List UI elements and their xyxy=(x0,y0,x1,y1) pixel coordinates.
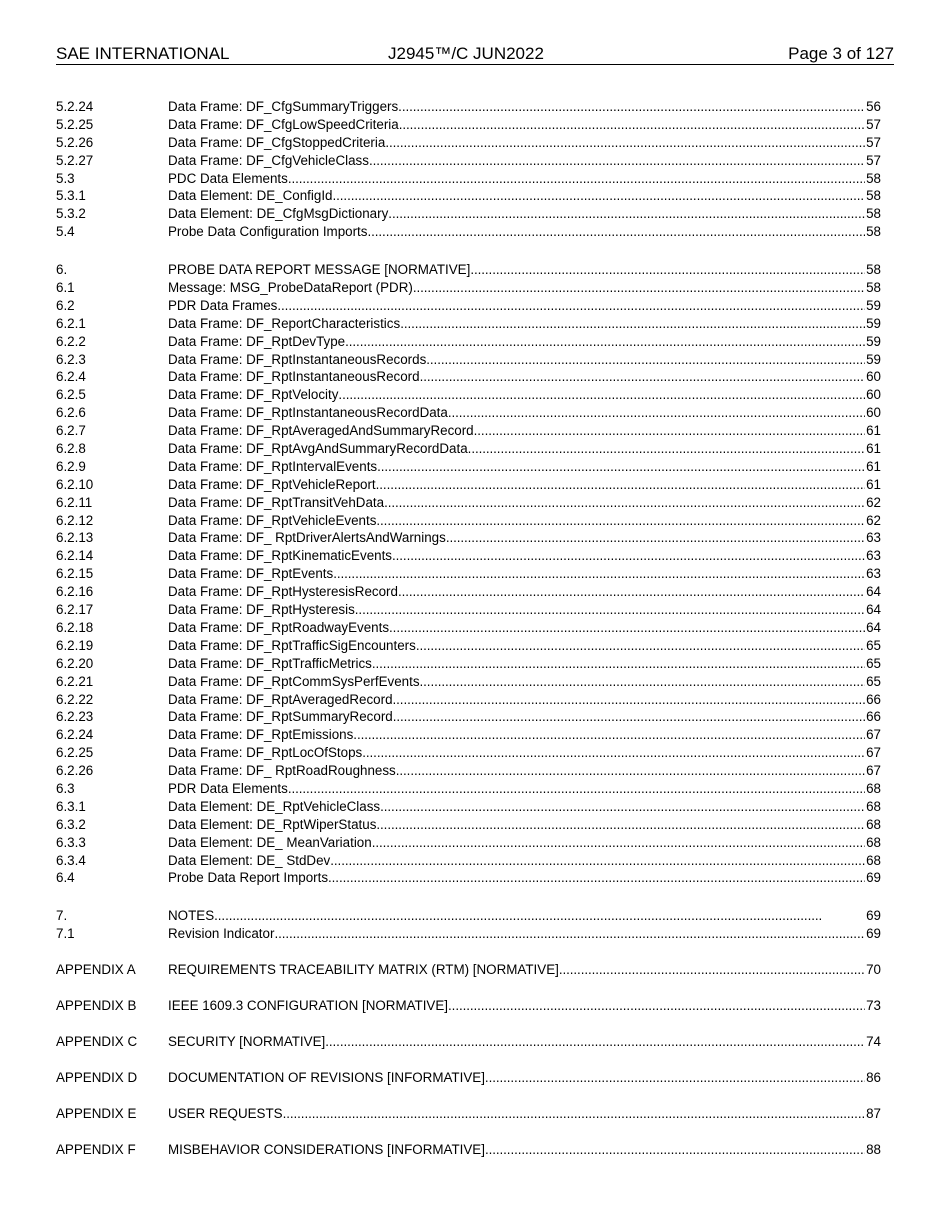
toc-entry-title: Data Frame: DF_ RptDriverAlertsAndWarnings xyxy=(168,530,446,546)
toc-dot-leader xyxy=(389,619,865,637)
header-org: SAE INTERNATIONAL xyxy=(56,44,230,63)
toc-dot-leader xyxy=(474,422,865,440)
toc-entry-page: 66 xyxy=(866,709,881,725)
toc-dot-leader xyxy=(325,1033,865,1051)
toc-entry[interactable] xyxy=(56,852,881,870)
toc-entry-page: 69 xyxy=(866,908,881,924)
toc-entry[interactable] xyxy=(56,655,881,673)
toc-entry-number: 5.3.2 xyxy=(56,206,86,222)
toc-entry-number: 7.1 xyxy=(56,926,75,942)
toc-dot-leader xyxy=(485,1141,865,1159)
toc-entry-title: Data Frame: DF_RptEvents xyxy=(168,566,334,582)
toc-entry-number: 6.2.5 xyxy=(56,387,86,403)
toc-entry-number: 6.2.4 xyxy=(56,369,86,385)
toc-entry[interactable] xyxy=(56,925,881,943)
toc-entry-title: Data Frame: DF_RptInstantaneousRecord xyxy=(168,369,420,385)
toc-entry[interactable] xyxy=(56,152,881,170)
toc-entry-number: 6.2.26 xyxy=(56,763,94,779)
toc-entry-title: Data Element: DE_ StdDev xyxy=(168,852,331,868)
toc-spacer xyxy=(56,1123,881,1141)
toc-entry-number: APPENDIX A xyxy=(56,962,136,978)
toc-spacer xyxy=(56,1015,881,1033)
toc-dot-leader xyxy=(288,170,865,188)
toc-entry[interactable] xyxy=(56,961,881,979)
toc-entry[interactable] xyxy=(56,170,881,188)
toc-entry-page: 57 xyxy=(866,152,881,168)
toc-entry-page: 58 xyxy=(866,170,881,186)
toc-entry-number: 5.3.1 xyxy=(56,188,86,204)
toc-entry[interactable] xyxy=(56,1069,881,1087)
toc-entry-title: Data Frame: DF_RptSummaryRecord xyxy=(168,709,393,725)
toc-entry[interactable] xyxy=(56,116,881,134)
toc-entry[interactable] xyxy=(56,601,881,619)
toc-entry-number: 6.2.19 xyxy=(56,637,94,653)
toc-entry-page: 66 xyxy=(866,691,881,707)
toc-entry-title: Probe Data Configuration Imports xyxy=(168,224,368,240)
toc-entry-page: 57 xyxy=(866,134,881,150)
toc-entry[interactable] xyxy=(56,351,881,369)
toc-spacer xyxy=(56,887,881,907)
toc-entry-title: Data Frame: DF_RptRoadwayEvents xyxy=(168,619,390,635)
toc-entry-title: Data Frame: DF_RptInstantaneousRecords xyxy=(168,351,427,367)
toc-entry-page: 65 xyxy=(866,673,881,689)
toc-entry[interactable] xyxy=(56,547,881,565)
toc-entry-title: MISBEHAVIOR CONSIDERATIONS [INFORMATIVE] xyxy=(168,1141,485,1157)
toc-dot-leader xyxy=(333,187,866,205)
toc-entry-number: 6.2.7 xyxy=(56,423,86,439)
toc-entry-number: 6.4 xyxy=(56,870,75,886)
toc-entry[interactable] xyxy=(56,98,881,116)
toc-entry-page: 61 xyxy=(866,423,881,439)
toc-dot-leader xyxy=(380,798,865,816)
toc-entry-title: Data Frame: DF_RptIntervalEvents xyxy=(168,458,378,474)
toc-entry-page: 58 xyxy=(866,262,881,278)
toc-entry-number: 5.3 xyxy=(56,170,75,186)
toc-entry[interactable] xyxy=(56,386,881,404)
header-doc-id: J2945™/C JUN2022 xyxy=(388,44,544,63)
toc-entry-number: 6.2.25 xyxy=(56,745,94,761)
toc-entry-number: APPENDIX F xyxy=(56,1141,136,1157)
toc-entry[interactable] xyxy=(56,834,881,852)
toc-entry-page: 59 xyxy=(866,333,881,349)
toc-entry-title: Message: MSG_ProbeDataReport (PDR) xyxy=(168,280,413,296)
toc-dot-leader xyxy=(393,691,866,709)
toc-entry-number: 6.2.8 xyxy=(56,441,86,457)
toc-dot-leader xyxy=(420,368,866,386)
toc-entry-page: 58 xyxy=(866,188,881,204)
toc-entry[interactable] xyxy=(56,744,881,762)
toc-dot-leader xyxy=(345,333,865,351)
toc-entry-page: 63 xyxy=(866,548,881,564)
toc-entry[interactable] xyxy=(56,1105,881,1123)
toc-entry-number: 6.2.17 xyxy=(56,602,94,618)
toc-entry-number: 6.2.3 xyxy=(56,351,86,367)
toc-entry-title: PDC Data Elements xyxy=(168,170,288,186)
toc-entry-page: 60 xyxy=(866,387,881,403)
toc-entry-title: SECURITY [NORMATIVE] xyxy=(168,1033,326,1049)
toc-entry-title: Data Frame: DF_RptVehicleEvents xyxy=(168,512,377,528)
toc-dot-leader xyxy=(392,547,865,565)
toc-entry-number: 5.2.27 xyxy=(56,152,94,168)
toc-entry-page: 86 xyxy=(866,1069,881,1085)
toc-entry-title: Data Frame: DF_RptTrafficMetrics xyxy=(168,655,372,671)
toc-entry-page: 58 xyxy=(866,280,881,296)
toc-entry[interactable] xyxy=(56,762,881,780)
toc-entry-page: 57 xyxy=(866,116,881,132)
toc-entry-title: Data Frame: DF_CfgSummaryTriggers xyxy=(168,99,399,114)
toc-entry-page: 88 xyxy=(866,1141,881,1157)
toc-entry-page: 63 xyxy=(866,566,881,582)
toc-entry-page: 68 xyxy=(866,816,881,832)
toc-entry-number: 6.2.12 xyxy=(56,512,94,528)
toc-entry-title: REQUIREMENTS TRACEABILITY MATRIX (RTM) [NORMATIVE] xyxy=(168,962,559,978)
toc-entry-title: Data Frame: DF_ RptRoadRoughness xyxy=(168,763,396,779)
toc-entry[interactable] xyxy=(56,205,881,223)
toc-entry[interactable] xyxy=(56,261,881,279)
toc-dot-leader xyxy=(283,1105,866,1123)
toc-entry[interactable] xyxy=(56,997,881,1015)
toc-entry-title: Data Frame: DF_RptHysteresisRecord xyxy=(168,584,398,600)
toc-entry-page: 67 xyxy=(866,763,881,779)
toc-spacer xyxy=(56,1087,881,1105)
toc-entry-title: Data Frame: DF_RptCommSysPerfEvents xyxy=(168,673,420,689)
toc-entry-number: 7. xyxy=(56,908,68,924)
toc-dot-leader xyxy=(362,744,865,762)
toc-entry-number: 6.2.22 xyxy=(56,691,94,707)
toc-entry-title: Data Frame: DF_RptAvgAndSummaryRecordData xyxy=(168,441,468,457)
toc-dot-leader xyxy=(353,726,865,744)
toc-dot-leader xyxy=(377,458,865,476)
toc-dot-leader xyxy=(388,205,865,223)
toc-entry[interactable] xyxy=(56,673,881,691)
toc-dot-leader xyxy=(413,279,865,297)
toc-entry-page: 65 xyxy=(866,655,881,671)
toc-entry-page: 62 xyxy=(866,512,881,528)
toc-entry-page: 65 xyxy=(866,637,881,653)
toc-entry-number: 6.3.1 xyxy=(56,798,86,814)
toc-entry[interactable] xyxy=(56,440,881,458)
toc-entry-title: PDR Data Elements xyxy=(168,780,288,796)
toc-dot-leader xyxy=(399,116,865,134)
toc-entry-page: 68 xyxy=(866,834,881,850)
toc-entry-number: 5.2.26 xyxy=(56,134,94,150)
toc-entry-page: 59 xyxy=(866,315,881,331)
toc-entry[interactable] xyxy=(56,565,881,583)
toc-entry-page: 59 xyxy=(866,351,881,367)
toc-entry-page: 62 xyxy=(866,494,881,510)
toc-dot-leader xyxy=(416,637,865,655)
toc-entry-number: APPENDIX D xyxy=(56,1069,138,1085)
toc-dot-leader xyxy=(288,780,865,798)
toc-entry[interactable] xyxy=(56,1033,881,1051)
toc-entry-title: Data Element: DE_RptVehicleClass xyxy=(168,798,381,814)
toc-dot-leader xyxy=(448,404,865,422)
toc-entry-number: 6.2.14 xyxy=(56,548,94,564)
toc-entry-number: 5.2.24 xyxy=(56,99,94,114)
toc-entry-page: 67 xyxy=(866,727,881,743)
toc-entry-title: Data Frame: DF_CfgLowSpeedCriteria xyxy=(168,116,399,132)
toc-dot-leader xyxy=(426,351,865,369)
toc-entry-title: Data Frame: DF_RptTrafficSigEncounters xyxy=(168,637,416,653)
toc-entry-number: 6.2.24 xyxy=(56,727,94,743)
toc-entry-number: APPENDIX C xyxy=(56,1033,138,1049)
toc-entry-number: 6.2.10 xyxy=(56,476,94,492)
toc-dot-leader xyxy=(372,834,865,852)
toc-entry-title: Data Element: DE_ConfigId xyxy=(168,188,333,204)
toc-dot-leader xyxy=(369,152,865,170)
toc-entry-title: Data Frame: DF_RptLocOfStops xyxy=(168,745,363,761)
toc-entry-number: 6.2.16 xyxy=(56,584,94,600)
toc-entry[interactable] xyxy=(56,637,881,655)
toc-dot-leader xyxy=(396,762,865,780)
toc-dot-leader xyxy=(393,708,865,726)
toc-entry-number: 6.2.18 xyxy=(56,619,94,635)
toc-entry[interactable] xyxy=(56,333,881,351)
toc-entry-number: 5.2.25 xyxy=(56,116,94,132)
toc-entry[interactable] xyxy=(56,619,881,637)
toc-entry-page: 73 xyxy=(866,997,881,1013)
toc-entry[interactable] xyxy=(56,297,881,315)
toc-entry-title: IEEE 1609.3 CONFIGURATION [NORMATIVE] xyxy=(168,997,449,1013)
toc-entry-number: 5.4 xyxy=(56,224,75,240)
toc-entry[interactable] xyxy=(56,529,881,547)
toc-entry-number: 6.1 xyxy=(56,280,75,296)
toc-entry-title: Data Frame: DF_RptVehicleReport xyxy=(168,476,376,492)
toc-entry-number: 6.2.1 xyxy=(56,315,86,331)
toc-entry-title: Probe Data Report Imports xyxy=(168,870,329,886)
toc-entry-page: 64 xyxy=(866,619,881,635)
toc-dot-leader xyxy=(214,907,865,925)
toc-entry-page: 67 xyxy=(866,745,881,761)
toc-dot-leader xyxy=(398,98,865,116)
toc-entry-page: 87 xyxy=(866,1105,881,1121)
toc-entry-number: 6.2.15 xyxy=(56,566,94,582)
toc-entry[interactable] xyxy=(56,869,881,887)
toc-entry-title: Data Frame: DF_RptVelocity xyxy=(168,387,339,403)
toc-entry-number: 6.2.6 xyxy=(56,405,86,421)
toc-entry-page: 56 xyxy=(866,99,881,114)
toc-entry[interactable] xyxy=(56,187,881,205)
toc-entry-title: Data Element: DE_ MeanVariation xyxy=(168,834,372,850)
toc-dot-leader xyxy=(448,997,865,1015)
toc-entry-page: 64 xyxy=(866,602,881,618)
toc-entry-number: APPENDIX B xyxy=(56,997,137,1013)
toc-entry-title: Data Element: DE_CfgMsgDictionary xyxy=(168,206,389,222)
toc-entry-title: DOCUMENTATION OF REVISIONS [INFORMATIVE] xyxy=(168,1069,485,1085)
toc-entry-title: NOTES xyxy=(168,908,215,924)
toc-entry-title: Data Frame: DF_CfgVehicleClass xyxy=(168,152,369,168)
toc-entry-number: 6.2.11 xyxy=(56,494,93,510)
toc-entry-title: Data Frame: DF_RptAveragedAndSummaryRecord xyxy=(168,423,474,439)
toc-entry-number: 6.2.20 xyxy=(56,655,94,671)
toc-entry-number: 6. xyxy=(56,262,68,278)
toc-entry-number: 6.2.13 xyxy=(56,530,94,546)
toc-entry-title: Data Frame: DF_RptTransitVehData xyxy=(168,494,385,510)
toc-entry-number: 6.3.3 xyxy=(56,834,86,850)
toc-entry-page: 64 xyxy=(866,584,881,600)
toc-entry-page: 70 xyxy=(866,962,881,978)
toc-dot-leader xyxy=(485,1069,865,1087)
toc-entry-title: Revision Indicator xyxy=(168,926,275,942)
toc-spacer xyxy=(56,943,881,961)
toc-dot-leader xyxy=(355,601,865,619)
toc-entry[interactable] xyxy=(56,223,881,241)
toc-entry-number: 6.3 xyxy=(56,780,75,796)
toc-dot-leader xyxy=(470,261,865,279)
toc-dot-leader xyxy=(372,655,865,673)
toc-entry-page: 68 xyxy=(866,852,881,868)
toc-entry-number: 6.2.23 xyxy=(56,709,94,725)
toc-entry[interactable] xyxy=(56,780,881,798)
toc-entry[interactable] xyxy=(56,816,881,834)
toc-entry[interactable] xyxy=(56,798,881,816)
toc-entry-page: 68 xyxy=(866,798,881,814)
toc-entry-page: 61 xyxy=(866,458,881,474)
toc-entry-number: 6.2 xyxy=(56,297,75,313)
toc-dot-leader xyxy=(420,673,866,691)
toc-dot-leader xyxy=(367,223,865,241)
toc-dot-leader xyxy=(277,297,865,315)
toc-entry[interactable] xyxy=(56,134,881,152)
toc-entry-page: 68 xyxy=(866,780,881,796)
toc-dot-leader xyxy=(559,961,865,979)
toc-entry[interactable] xyxy=(56,1141,881,1159)
toc-entry[interactable] xyxy=(56,494,881,512)
toc-entry[interactable] xyxy=(56,583,881,601)
toc-entry-title: Data Frame: DF_RptEmissions xyxy=(168,727,354,743)
toc-entry-number: 6.2.2 xyxy=(56,333,86,349)
toc-entry[interactable] xyxy=(56,279,881,297)
toc-entry-page: 59 xyxy=(866,297,881,313)
toc-dot-leader xyxy=(333,565,865,583)
toc-entry[interactable] xyxy=(56,458,881,476)
toc-entry-page: 74 xyxy=(866,1033,881,1049)
toc-dot-leader xyxy=(468,440,865,458)
toc-entry-number: 6.2.21 xyxy=(56,673,94,689)
toc-entry-number: 6.2.9 xyxy=(56,458,86,474)
header-page-number: Page 3 of 127 xyxy=(788,44,894,63)
toc-entry[interactable] xyxy=(56,726,881,744)
toc-dot-leader xyxy=(446,529,865,547)
toc-dot-leader xyxy=(330,852,865,870)
toc-entry-page: 61 xyxy=(866,441,881,457)
toc-entry-page: 69 xyxy=(866,926,881,942)
toc-entry-number: APPENDIX E xyxy=(56,1105,137,1121)
toc-spacer xyxy=(56,241,881,261)
toc-dot-leader xyxy=(376,476,865,494)
toc-dot-leader xyxy=(385,134,865,152)
toc-entry-title: Data Frame: DF_RptDevType xyxy=(168,333,346,349)
toc-entry-page: 60 xyxy=(866,405,881,421)
toc-entry[interactable] xyxy=(56,315,881,333)
toc-entry-title: Data Frame: DF_RptKinematicEvents xyxy=(168,548,392,564)
toc-entry[interactable] xyxy=(56,368,881,386)
toc-dot-leader xyxy=(274,925,865,943)
toc-entry-title: Data Frame: DF_ReportCharacteristics xyxy=(168,315,401,331)
page-header xyxy=(56,44,894,65)
toc-entry-page: 63 xyxy=(866,530,881,546)
toc-entry-title: USER REQUESTS xyxy=(168,1105,283,1121)
toc-entry-page: 60 xyxy=(866,369,881,385)
toc-dot-leader xyxy=(384,494,865,512)
toc-entry-number: 6.3.2 xyxy=(56,816,86,832)
toc-dot-leader xyxy=(400,315,865,333)
toc-entry[interactable] xyxy=(56,708,881,726)
toc-entry-title: Data Frame: DF_RptInstantaneousRecordData xyxy=(168,405,448,421)
toc-entry-number: 6.3.4 xyxy=(56,852,86,868)
toc-entry[interactable] xyxy=(56,512,881,530)
toc-entry-page: 61 xyxy=(866,476,881,492)
toc-entry-page: 69 xyxy=(866,870,881,886)
toc-spacer xyxy=(56,1051,881,1069)
toc-entry[interactable] xyxy=(56,907,881,925)
toc-entry[interactable] xyxy=(56,422,881,440)
toc-entry-title: PROBE DATA REPORT MESSAGE [NORMATIVE] xyxy=(168,262,471,278)
toc-dot-leader xyxy=(376,512,865,530)
toc-entry-title: PDR Data Frames xyxy=(168,297,278,313)
toc-dot-leader xyxy=(328,869,865,887)
toc-spacer xyxy=(56,979,881,997)
toc-entry[interactable] xyxy=(56,691,881,709)
toc-dot-leader xyxy=(376,816,865,834)
toc-entry-title: Data Element: DE_RptWiperStatus xyxy=(168,816,377,832)
toc-dot-leader xyxy=(338,386,865,404)
toc-entry-page: 58 xyxy=(866,224,881,240)
toc-entry[interactable] xyxy=(56,404,881,422)
toc-entry-title: Data Frame: DF_RptHysteresis xyxy=(168,602,355,618)
toc-entry-page: 58 xyxy=(866,206,881,222)
table-of-contents xyxy=(56,98,881,1158)
toc-entry[interactable] xyxy=(56,476,881,494)
toc-dot-leader xyxy=(398,583,865,601)
toc-entry-title: Data Frame: DF_RptAveragedRecord xyxy=(168,691,393,707)
toc-entry-title: Data Frame: DF_CfgStoppedCriteria xyxy=(168,134,386,150)
